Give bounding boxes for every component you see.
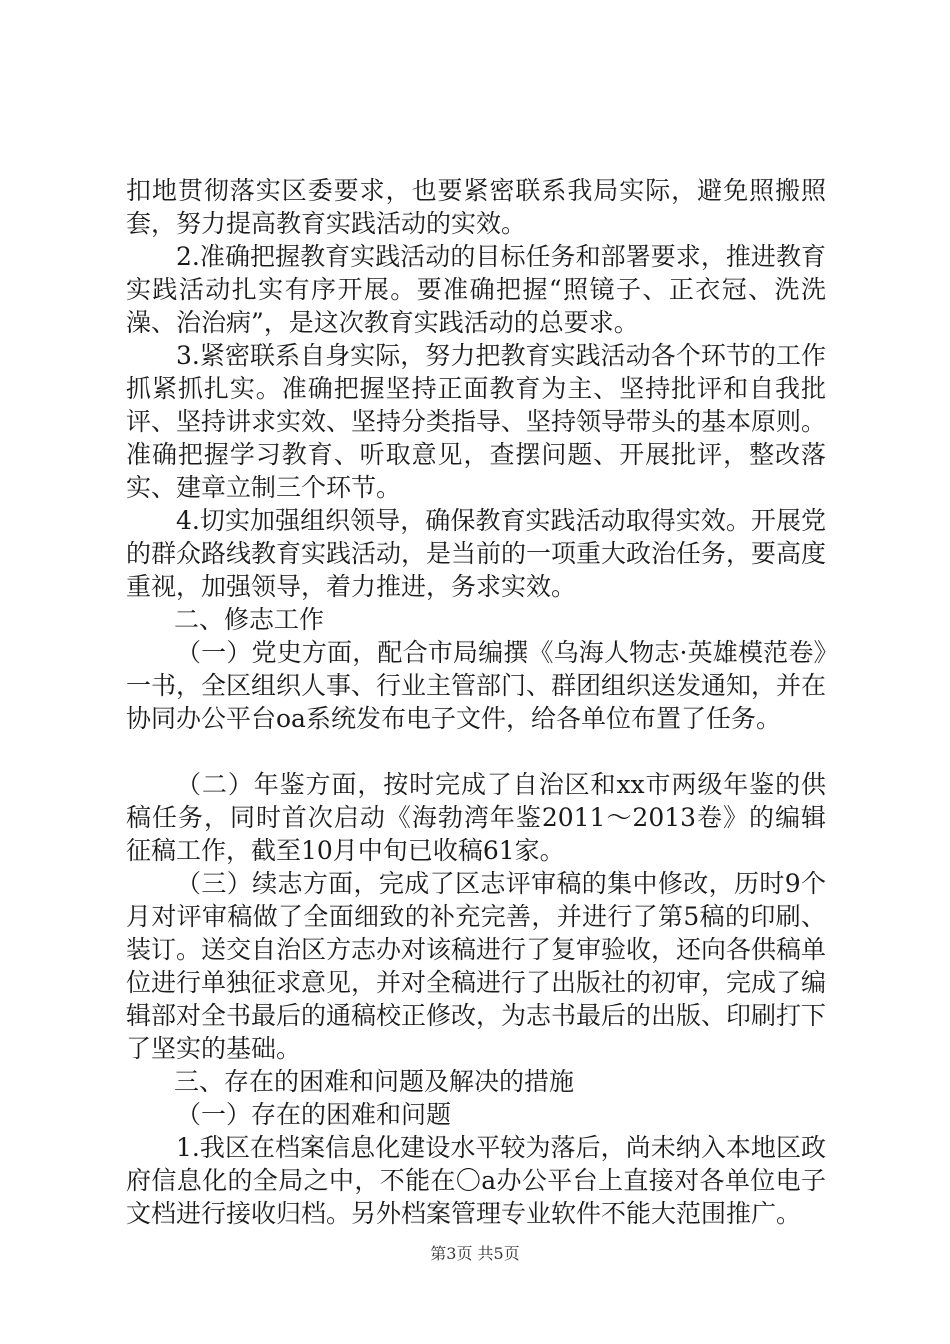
document-body — [126, 174, 826, 1230]
paragraph-continuation: 扣地贯彻落实区委要求，也要紧密联系我局实际，避免照搬照套，努力提高教育实践活动的实效。 — [126, 176, 826, 238]
page-footer: 第3页 共5页 — [430, 1244, 520, 1263]
paragraph-party-history: （一）党史方面，配合市局编撰《乌海人物志·英雄模范卷》一书，全区组织人事、行业主管部门、群团组织送发通知，并在协同办公平台oa系统发布电子文件，给各单位布置了任务。 — [126, 638, 827, 733]
section-heading-3: 三、存在的困难和问题及解决的措施 — [174, 1067, 575, 1096]
paragraph-item-3: 3.紧密联系自身实际，努力把教育实践活动各个环节的工作抓紧抓扎实。准确把握坚持正面教育为主、坚持批评和自我批评、坚持讲求实效、坚持分类指导、坚持领导带头的基本原则。准确把握学习教育、听取意见，查摆问题、开展批评，整改落实、建章立制三个环节。 — [126, 341, 827, 502]
paragraph-item-4: 4.切实加强组织领导，确保教育实践活动取得实效。开展党的群众路线教育实践活动，是当前的一项重大政治任务，要高度重视，加强领导，着力推进，务求实效。 — [126, 506, 827, 601]
paragraph-item-2: 2.准确把握教育实践活动的目标任务和部署要求，推进教育实践活动扎实有序开展。要准确把握“照镜子、正衣冠、洗洗澡、治治病”，是这次教育实践活动的总要求。 — [126, 242, 826, 337]
section-heading-2: 二、修志工作 — [174, 605, 325, 634]
subsection-heading-problems: （一）存在的困难和问题 — [176, 1100, 452, 1129]
paragraph-problem-1: 1.我区在档案信息化建设水平较为落后，尚未纳入本地区政府信息化的全局之中，不能在〇a办公平台上直接对各单位电子文档进行接收归档。另外档案管理专业软件不能大范围推广。 — [126, 1133, 826, 1228]
paragraph-yearbook: （二）年鉴方面，按时完成了自治区和xx市两级年鉴的供稿任务，同时首次启动《海勃湾年鉴2011～2013卷》的编辑征稿工作，截至10月中旬已收稿61家。 — [126, 770, 826, 865]
paragraph-continued-chronicle: （三）续志方面，完成了区志评审稿的集中修改，历时9个月对评审稿做了全面细致的补充完善，并进行了第5稿的印刷、装订。送交自治区方志办对该稿进行了复审验收，还向各供稿单位进行单独征求意见，并对全稿进行了出版社的初审，完成了编辑部对全书最后的通稿校正修改，为志书最后的出版、印刷打下了坚实的基础。 — [126, 869, 827, 1063]
